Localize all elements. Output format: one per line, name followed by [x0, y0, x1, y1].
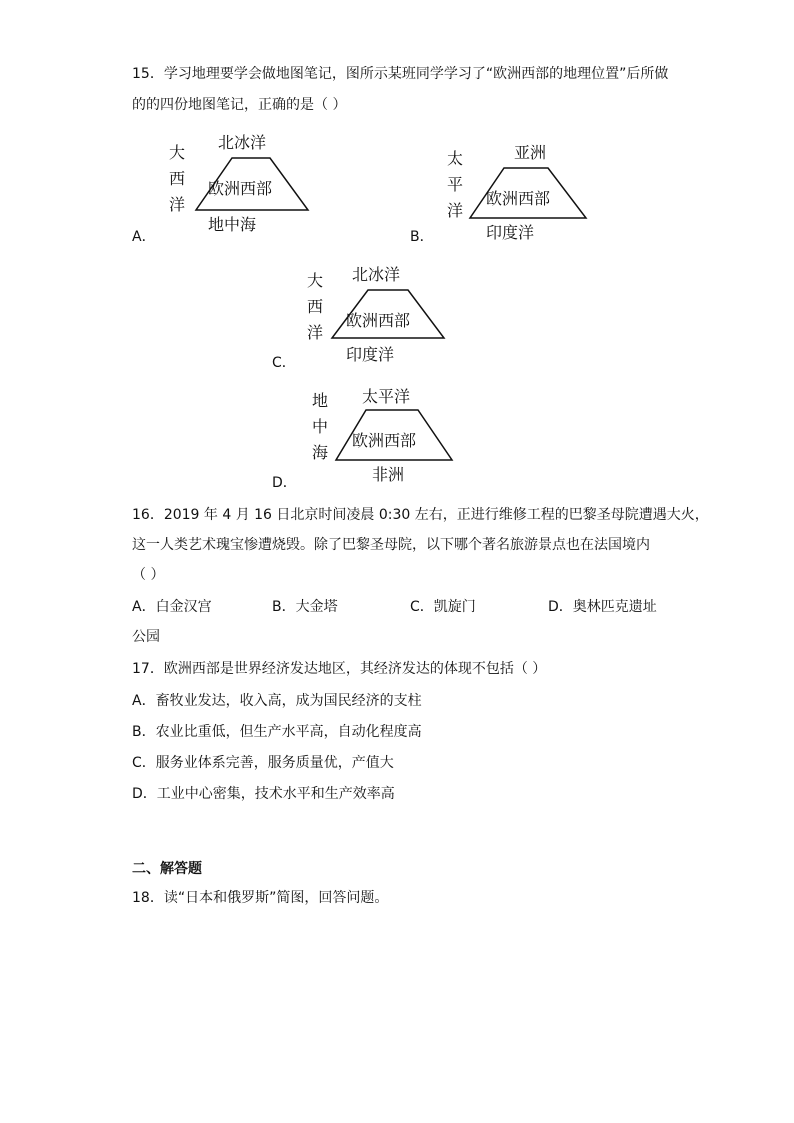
label-left: 大西洋 — [168, 143, 185, 214]
q15-option-d-diagram — [310, 384, 460, 488]
label-bottom: 印度洋 — [346, 345, 395, 364]
q16-stem-line3: （ ） — [132, 567, 165, 583]
q15-stem-line2: 的的四份地图笔记，正确的是（ ） — [132, 97, 347, 113]
label-bottom: 地中海 — [208, 215, 257, 234]
label-top: 北冰洋 — [352, 265, 401, 284]
section-title: 二、解答题 — [132, 861, 202, 877]
label-center: 欧洲西部 — [486, 189, 551, 208]
q15-option-b-letter[interactable]: B． — [410, 229, 434, 245]
q16-stem-line1: 16．2019 年 4 月 16 日北京时间凌晨 0:30 左右，正进行维修工程的巴黎圣母院遭遇大火， — [132, 507, 709, 523]
label-left: 太平洋 — [446, 149, 463, 220]
label-bottom: 印度洋 — [486, 223, 535, 242]
label-center: 欧洲西部 — [208, 179, 273, 198]
label-bottom: 非洲 — [372, 465, 405, 484]
q15-option-c-diagram — [304, 262, 454, 366]
label-left: 大西洋 — [306, 271, 323, 342]
label-top: 北冰洋 — [218, 133, 267, 152]
q16-option-b[interactable]: B．大金塔 — [272, 599, 338, 615]
q18-stem: 18．读“日本和俄罗斯”简图，回答问题。 — [132, 890, 389, 906]
q15-option-b-diagram — [444, 140, 594, 244]
label-center: 欧洲西部 — [346, 311, 411, 330]
label-left: 地中海 — [311, 391, 328, 462]
q15-option-d-letter[interactable]: D． — [272, 475, 297, 491]
q16-option-a[interactable]: A．白金汉宫 — [132, 599, 212, 615]
label-top: 太平洋 — [362, 387, 411, 406]
q15-stem-line1: 15．学习地理要学会做地图笔记，图所示某班同学学习了“欧洲西部的地理位置”后所做 — [132, 66, 669, 82]
label-center: 欧洲西部 — [352, 431, 417, 450]
q17-option-d[interactable]: D．工业中心密集，技术水平和生产效率高 — [132, 786, 395, 802]
q16-option-d[interactable]: D．奥林匹克遗址 — [548, 599, 657, 615]
q17-option-a[interactable]: A．畜牧业发达，收入高，成为国民经济的支柱 — [132, 693, 422, 709]
q15-option-a-letter[interactable]: A． — [132, 229, 156, 245]
q17-stem: 17．欧洲西部是世界经济发达地区，其经济发达的体现不包括（ ） — [132, 661, 547, 677]
label-top: 亚洲 — [514, 143, 547, 162]
q17-option-c[interactable]: C．服务业体系完善，服务质量优，产值大 — [132, 755, 394, 771]
q16-stem-line2: 这一人类艺术瑰宝惨遭烧毁。除了巴黎圣母院，以下哪个著名旅游景点也在法国境内 — [132, 537, 650, 553]
q16-option-c[interactable]: C．凯旋门 — [410, 599, 476, 615]
q15-option-c-letter[interactable]: C． — [272, 355, 296, 371]
q17-option-b[interactable]: B．农业比重低，但生产水平高，自动化程度高 — [132, 724, 422, 740]
q16-option-d-wrap: 公园 — [132, 629, 160, 645]
q15-option-a-diagram — [166, 130, 316, 234]
